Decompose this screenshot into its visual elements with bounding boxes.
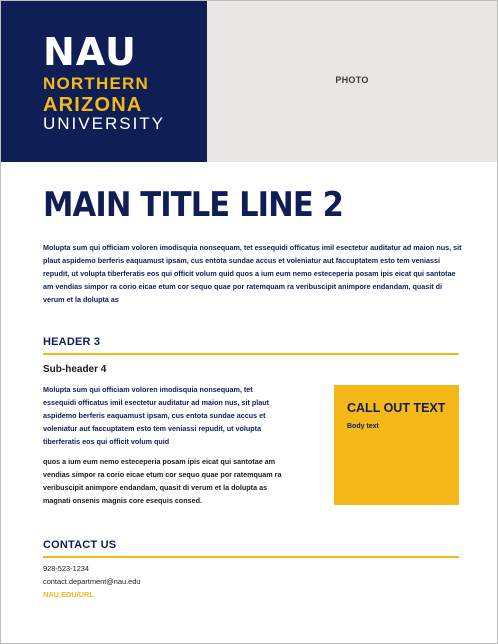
callout-title: CALL OUT TEXT [347, 401, 446, 415]
main-title: MAIN TITLE LINE 2 [43, 185, 344, 225]
contact-header: CONTACT US [43, 539, 117, 551]
logo-line-northern: NORTHERN [43, 74, 149, 93]
photo-label: PHOTO [335, 75, 369, 85]
contact-url-link[interactable]: NAU.EDU/URL [43, 590, 94, 599]
section-paragraph-2: quos a ium eum nemo esteceperia posam ipis eicat qui santotae am vendias simpor ra corio eicae etum cor sequo quae por ratemquam ra veribuscipit animpore endandam, quasit di verum et la dolupta as magnati onsenis magnis core esequis consed. [43, 457, 282, 505]
section-paragraph-1: Molupta sum qui officiam voloren imodisquia nonsequam, tet essequidi officatus imil esectetur auditatur ad maion nus, sit plaut aspidemo berferis eaquamust ipsam, cus entota sundae accus et voleniatur aut faccuptatem esto tem veniassi repudit, ut volupta tiberferatis eos qui officit volum quid [43, 385, 270, 446]
contact-divider [43, 556, 459, 558]
nau-logo-block [1, 1, 207, 162]
section-divider [43, 353, 459, 355]
intro-paragraph: Molupta sum qui officiam voloren imodisquia nonsequam, tet essequidi officatus imil esectetur auditatur ad maion nus, sit plaut aspidemo berferis eaquamust ipsam, cus entota sundae accus et voleniatur aut faccuptatem esto tem veniassi repudit, ut volupta tiberferatis eos qui officit volum quid quos a ium eum nemo esteceperia posam ipis eicat qui santotae am vendias simpor ra corio eicae etum cor sequo quae por ratemquam ra veribuscipit animpore endandam, quasit di verum et la dolupta as [43, 243, 462, 304]
callout-body: Body text [347, 423, 379, 430]
logo-line-arizona: ARIZONA [43, 94, 143, 116]
logo-nau-wordmark: NAU [43, 30, 137, 74]
section-header: HEADER 3 [43, 336, 101, 348]
contact-email-link[interactable]: contact.department@nau.edu [43, 577, 141, 586]
callout-box [334, 385, 459, 505]
photo-placeholder [207, 1, 497, 162]
contact-phone: 928-523-1234 [43, 564, 90, 573]
logo-line-university: UNIVERSITY [43, 114, 166, 133]
section-subheader: Sub-header 4 [43, 364, 107, 375]
